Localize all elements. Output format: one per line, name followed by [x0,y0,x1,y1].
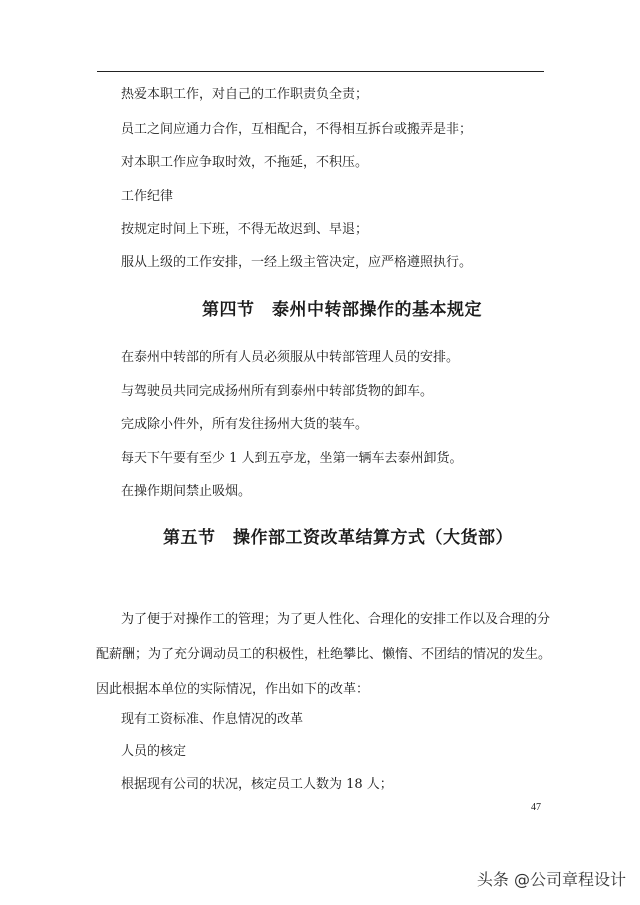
text-line: 人员的核定 [121,744,187,759]
text-line: 工作纪律 [121,189,174,204]
text-line: 现有工资标准、作息情况的改革 [121,712,304,727]
text-line: 服从上级的工作安排，一经上级主管决定，应严格遵照执行。 [121,255,473,270]
text-line: 按规定时间上下班，不得无故迟到、早退； [121,222,369,237]
header-rule [97,71,544,72]
text-line: 根据现有公司的状况，核定员工人数为 18 人； [121,777,393,792]
text-line: 在泰州中转部的所有人员必须服从中转部管理人员的安排。 [121,350,460,365]
text-line: 完成除小件外，所有发往扬州大货的装车。 [121,417,369,432]
paragraph-line: 配薪酬；为了充分调动员工的积极性，杜绝攀比、懒惰、不团结的情况的发生。 [96,647,552,662]
watermark: 头条 @公司章程设计 [476,870,626,889]
text-line: 热爱本职工作，对自己的工作职责负全责； [121,87,369,102]
text-line: 员工之间应通力合作，互相配合，不得相互拆台或搬弄是非； [121,122,473,137]
paragraph-line: 因此根据本单位的实际情况，作出如下的改革： [96,682,370,697]
text-line: 在操作期间禁止吸烟。 [121,484,252,499]
section-heading: 第四节 泰州中转部操作的基本规定 [202,300,482,320]
page-number: 47 [531,802,541,813]
section-heading: 第五节 操作部工资改革结算方式（大货部） [163,528,513,548]
paragraph-line: 为了便于对操作工的管理；为了更人性化、合理化的安排工作以及合理的分 [121,612,551,627]
text-line: 每天下午要有至少 1 人到五亭龙，坐第一辆车去泰州卸货。 [121,451,463,466]
text-line: 与驾驶员共同完成扬州所有到泰州中转部货物的卸车。 [121,384,434,399]
text-line: 对本职工作应争取时效，不拖延，不积压。 [121,155,369,170]
